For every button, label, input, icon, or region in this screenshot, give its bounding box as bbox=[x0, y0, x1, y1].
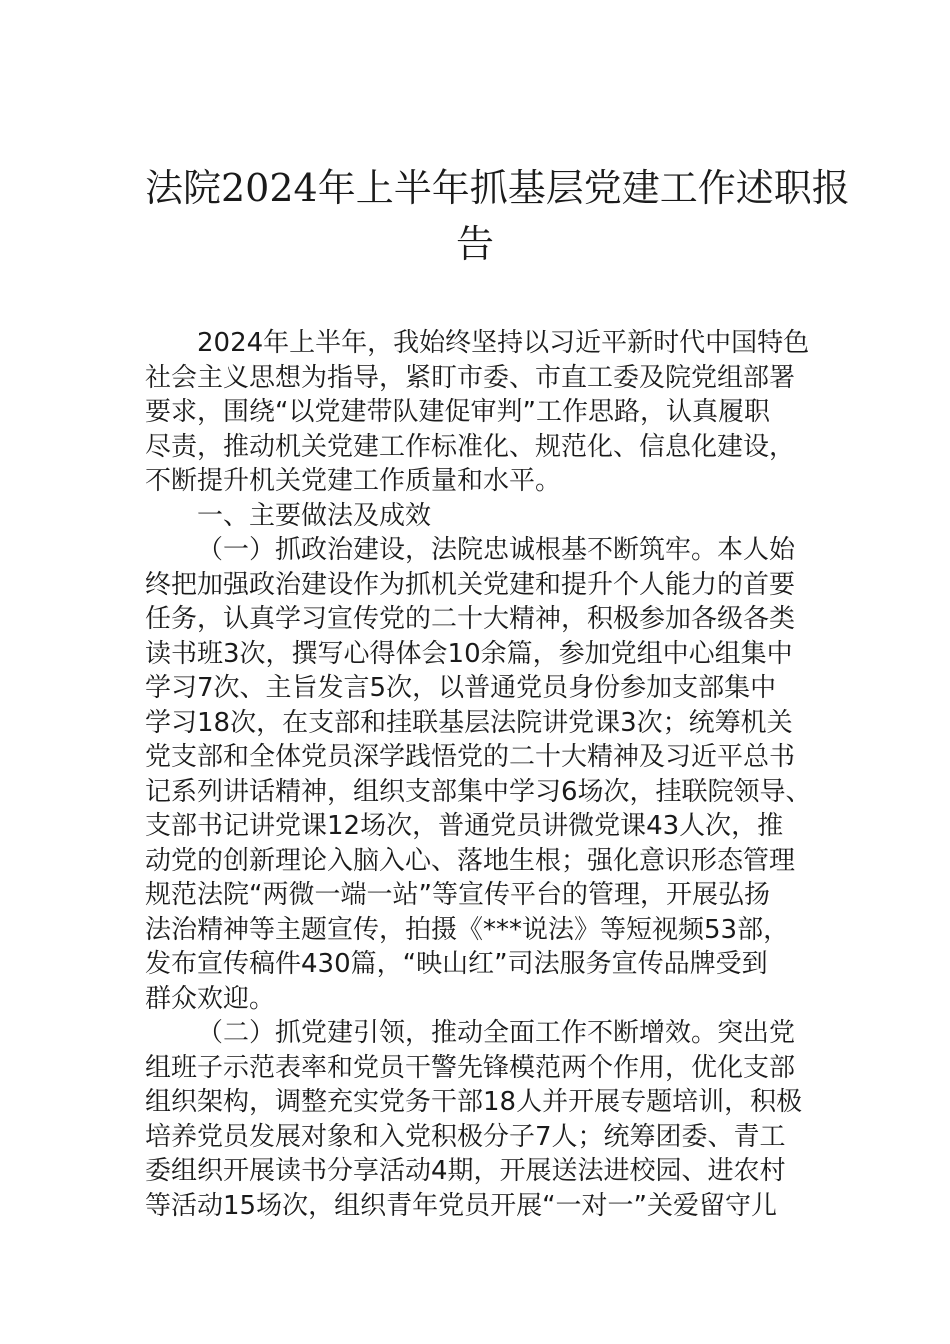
paragraph-line: 培养党员发展对象和入党积极分子7人；统筹团委、青工 bbox=[145, 1121, 786, 1152]
paragraph-line: 学习7次、主旨发言5次，以普通党员身份参加支部集中 bbox=[145, 673, 777, 703]
paragraph-line: 尽责，推动机关党建工作标准化、规范化、信息化建设， bbox=[145, 431, 796, 462]
paragraph-line: 终把加强政治建设作为抓机关党建和提升个人能力的首要 bbox=[145, 569, 796, 600]
document-title bbox=[145, 160, 850, 272]
paragraph-line: 2024年上半年，我始终坚持以习近平新时代中国特色 bbox=[197, 328, 810, 358]
paragraph-line: 学习18次，在支部和挂联基层法院讲党课3次；统筹机关 bbox=[145, 707, 793, 738]
paragraph-line: 法治精神等主题宣传，拍摄《***说法》等短视频53部， bbox=[145, 914, 790, 945]
section-heading: 一、主要做法及成效 bbox=[197, 500, 432, 531]
paragraph-line: 读书班3次，撰写心得体会10余篇，参加党组中心组集中 bbox=[145, 638, 793, 669]
paragraph-line: 要求，围绕“以党建带队建促审判”工作思路，认真履职 bbox=[145, 397, 770, 427]
paragraph-line: 群众欢迎。 bbox=[145, 983, 276, 1014]
paragraph-line: 组班子示范表率和党员干警先锋模范两个作用，优化支部 bbox=[145, 1052, 796, 1083]
paragraph-line: 社会主义思想为指导，紧盯市委、市直工委及院党组部署 bbox=[145, 362, 796, 393]
document-body bbox=[145, 326, 810, 1223]
paragraph-line: 规范法院“两微一端一站”等宣传平台的管理，开展弘扬 bbox=[145, 880, 770, 910]
paragraph-line: （二）抓党建引领，推动全面工作不断增效。突出党 bbox=[197, 1018, 796, 1048]
title-line: 法院2024年上半年抓基层党建工作述职报 bbox=[145, 166, 850, 210]
paragraph-line: 动党的创新理论入脑入心、落地生根；强化意识形态管理 bbox=[145, 845, 796, 876]
title-line: 告 bbox=[455, 222, 494, 266]
paragraph-line: 等活动15场次，组织青年党员开展“一对一”关爱留守儿 bbox=[145, 1190, 778, 1221]
paragraph-line: 党支部和全体党员深学践悟党的二十大精神及习近平总书 bbox=[145, 742, 796, 772]
paragraph-line: 任务，认真学习宣传党的二十大精神，积极参加各级各类 bbox=[145, 604, 796, 634]
paragraph-line: 不断提升机关党建工作质量和水平。 bbox=[145, 466, 562, 496]
paragraph-line: 支部书记讲党课12场次，普通党员讲微党课43人次，推 bbox=[145, 811, 784, 841]
paragraph-line: 组织架构，调整充实党务干部18人并开展专题培训，积极 bbox=[145, 1087, 803, 1117]
paragraph-line: （一）抓政治建设，法院忠诚根基不断筑牢。本人始 bbox=[197, 535, 796, 565]
paragraph-line: 发布宣传稿件430篇，“映山红”司法服务宣传品牌受到 bbox=[145, 949, 768, 979]
paragraph-line: 记系列讲话精神，组织支部集中学习6场次，挂联院领导、 bbox=[145, 776, 812, 807]
paragraph-line: 委组织开展读书分享活动4期，开展送法进校园、进农村 bbox=[145, 1156, 786, 1186]
